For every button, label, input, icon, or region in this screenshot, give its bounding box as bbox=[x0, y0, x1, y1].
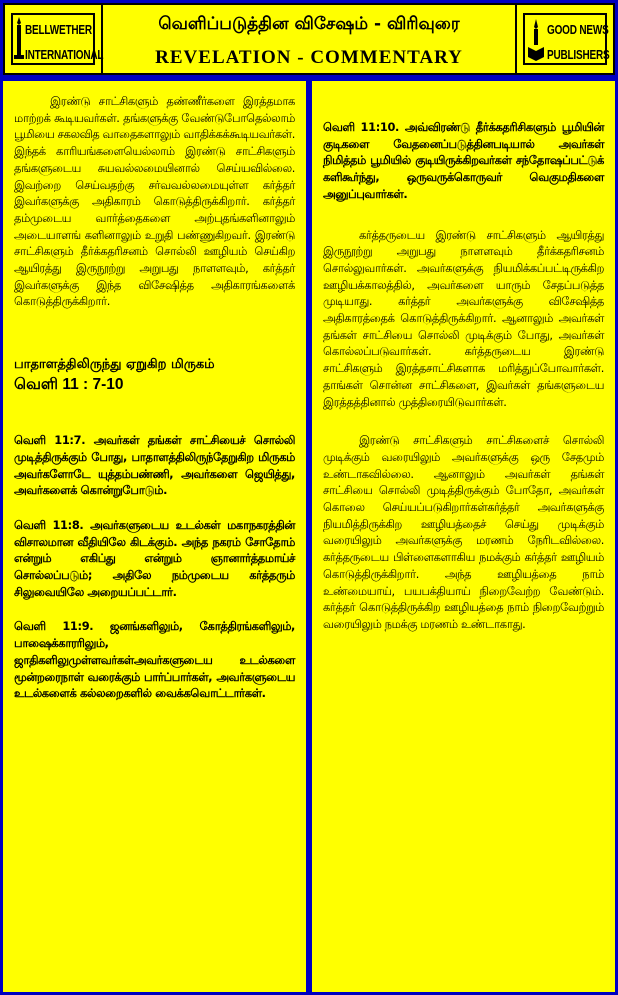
logo-text bbox=[547, 19, 609, 69]
title-area bbox=[103, 5, 515, 73]
page-title-english: REVELATION - COMMENTARY bbox=[155, 47, 463, 68]
left-column bbox=[3, 81, 306, 992]
book-icon bbox=[527, 17, 545, 61]
right-column bbox=[312, 81, 615, 992]
logo-line: PUBLISHERS bbox=[547, 49, 610, 63]
section-reference: வெளி 11 : 7-10 bbox=[14, 376, 124, 394]
intro-paragraph: இரண்டு சாட்சிகளும் தண்ணீர்களை இரத்தமாக மாற்றக் கூடியவர்கள். தங்களுக்கு வேண்டுபோதெல்லாம் பூமியை சகலவித வாதைகளாலும் வாதிக்கக்கூடியவர்கள். இந்தக் காரியங்களையெல்லாம் இரண்டு சாட்சிகளும் தங்களுடைய சுயவல்லமையினால் செய்யவில்லை. இவற்றை செய்வதற்கு சர்வவல்லமையுள்ள கர்த்தர் இவர்களுக்கு அதிகாரம் கொடுத்திருக்கிறார். கர்த்தர் தம்முடைய வார்த்தைகளை அற்புதங்களினாலும் அடையாளங் களினாலும் உறுதி பண்ணுகிறவர். இரண்டு சாட்சிகளும் தீர்க்கதரிசனம் சொல்லி ஊழியம் செய்கிற ஆயிரத்து இருநூற்று அறுபது நாளளவும், கர்த்தர் இவர்களுக்கு இந்த விசேஷித்த அதிகாரங்களைக் கொடுத்திருக்கிறார். bbox=[14, 94, 295, 309]
bellwether-logo bbox=[5, 5, 103, 73]
verse-7: வெளி 11:7. அவர்கள் தங்கள் சாட்சியைச் சொல்லி முடித்திருக்கும் போது, பாதாளத்திலிருந்தேறுகிற மிருகம் அவர்களோடே யுத்தம்பண்ணி, அவர்களை ஜெயித்து, அவர்களைக் கொன்றுபோடும். bbox=[14, 433, 295, 498]
section-heading: பாதாளத்திலிருந்து ஏறுகிற மிருகம் bbox=[14, 357, 215, 373]
good-news-logo bbox=[515, 5, 613, 73]
commentary-paragraph-2: இரண்டு சாட்சிகளும் சாட்சிகளைச் சொல்லி முடிக்கும் வரையிலும் அவர்களுக்கு ஒரு சேதமும் உண்டாகவில்லை. ஆனாலும் அவர்கள் தங்கள் சாட்சியை சொல்லி முடித்திருக்கும் போதோ, அவர்கள் கொலை செய்யப்படுகிறார்கள்கர்த்தர் அவர்களுக்கு நியமித்திருக்கிற ஊழியத்தைச் செய்து முடிக்கும் வரையிலும் அவர்களுக்கு மரணம் நேரிடவில்லை. கர்த்தருடைய பிள்ளைகளாகிய நமக்கும் கர்த்தர் ஊழியம் கொடுத்திருக்கிறார். அந்த ஊழியத்தை நாம் உண்மையாய், பயபக்தியாய் நிறைவேற்ற வேண்டும். கர்த்தர் கொடுத்திருக்கிற ஊழியத்தை நாம் நிறைவேற்றும் வரையிலும் நமக்கு மரணம் உண்டாகாது. bbox=[323, 433, 604, 631]
page-title-tamil: வெளிப்படுத்தின விசேஷம் - விரிவுரை bbox=[158, 14, 460, 34]
logo-line: INTERNATIONAL bbox=[25, 49, 104, 63]
logo-text bbox=[25, 19, 103, 69]
verse-9: வெளி 11:9. ஜனங்களிலும், கோத்திரங்களிலும், பாஷைக்காரரிலும், ஜாதிகளிலுமுள்ளவர்கள்அவர்களுடைய உடல்களை மூன்றரைநாள் வரைக்கும் பார்ப்பார்கள், அவர்களுடைய உடல்களைக் கல்லறைகளில் வைக்கவொட்டார்கள். bbox=[14, 619, 295, 701]
logo-line: BELLWETHER bbox=[25, 24, 92, 38]
commentary-paragraph-1: கர்த்தருடைய இரண்டு சாட்சிகளும் ஆயிரத்து இருநூற்று அறுபது நாளளவும் தீர்க்கதரிசனம் சொல்லுவார்கள். அவர்களுக்கு நியமிக்கப்பட்டிருக்கிற ஊழியக்காலத்தில், அவர்களை யாரும் சேதப்படுத்த முடியாது. கர்த்தர் அவர்களுக்கு விசேஷித்த அதிகாரத்தைக் கொடுத்திருக்கிறார். ஆனாலும் அவர்கள் தங்கள் சாட்சியை சொல்லி முடிக்கும் போது, அவர்கள் கொல்லப்படுவார்கள். கர்த்தருடைய இரண்டு சாட்சிகளும் இரத்தசாட்சிகளாக மரித்துப்போவார்கள். தாங்கள் சொன்ன சாட்சிகளை, இவர்கள் தங்களுடைய இரத்தத்தினால் முத்திரையிடுவார்கள். bbox=[323, 227, 604, 409]
verse-10: வெளி 11:10. அவ்விரண்டு தீர்க்கதரிசிகளும் பூமியின் குடிகளை வேதனைப்படுத்தினபடியால் அவர்கள் நிமித்தம் பூமியில் குடியிருக்கிறவர்கள் சந்தோஷப்பட்டுக் களிகூர்ந்து, ஒருவருக்கொருவர் வெகுமதிகளை அனுப்புவார்கள். bbox=[323, 120, 604, 201]
header-banner bbox=[3, 3, 615, 75]
candle-icon bbox=[14, 17, 24, 61]
verse-8: வெளி 11:8. அவர்களுடைய உடல்கள் மகாநகரத்தின் விசாலமான வீதியிலே கிடக்கும். அந்த நகரம் சோதோம் என்றும் எகிப்து என்றும் ஞானார்த்தமாய்ச் சொல்லப்படும்; அதிலே நம்முடைய கர்த்தரும் சிலுவையிலே அறையப்பட்டார். bbox=[14, 517, 295, 599]
logo-line: GOOD NEWS bbox=[547, 24, 609, 38]
